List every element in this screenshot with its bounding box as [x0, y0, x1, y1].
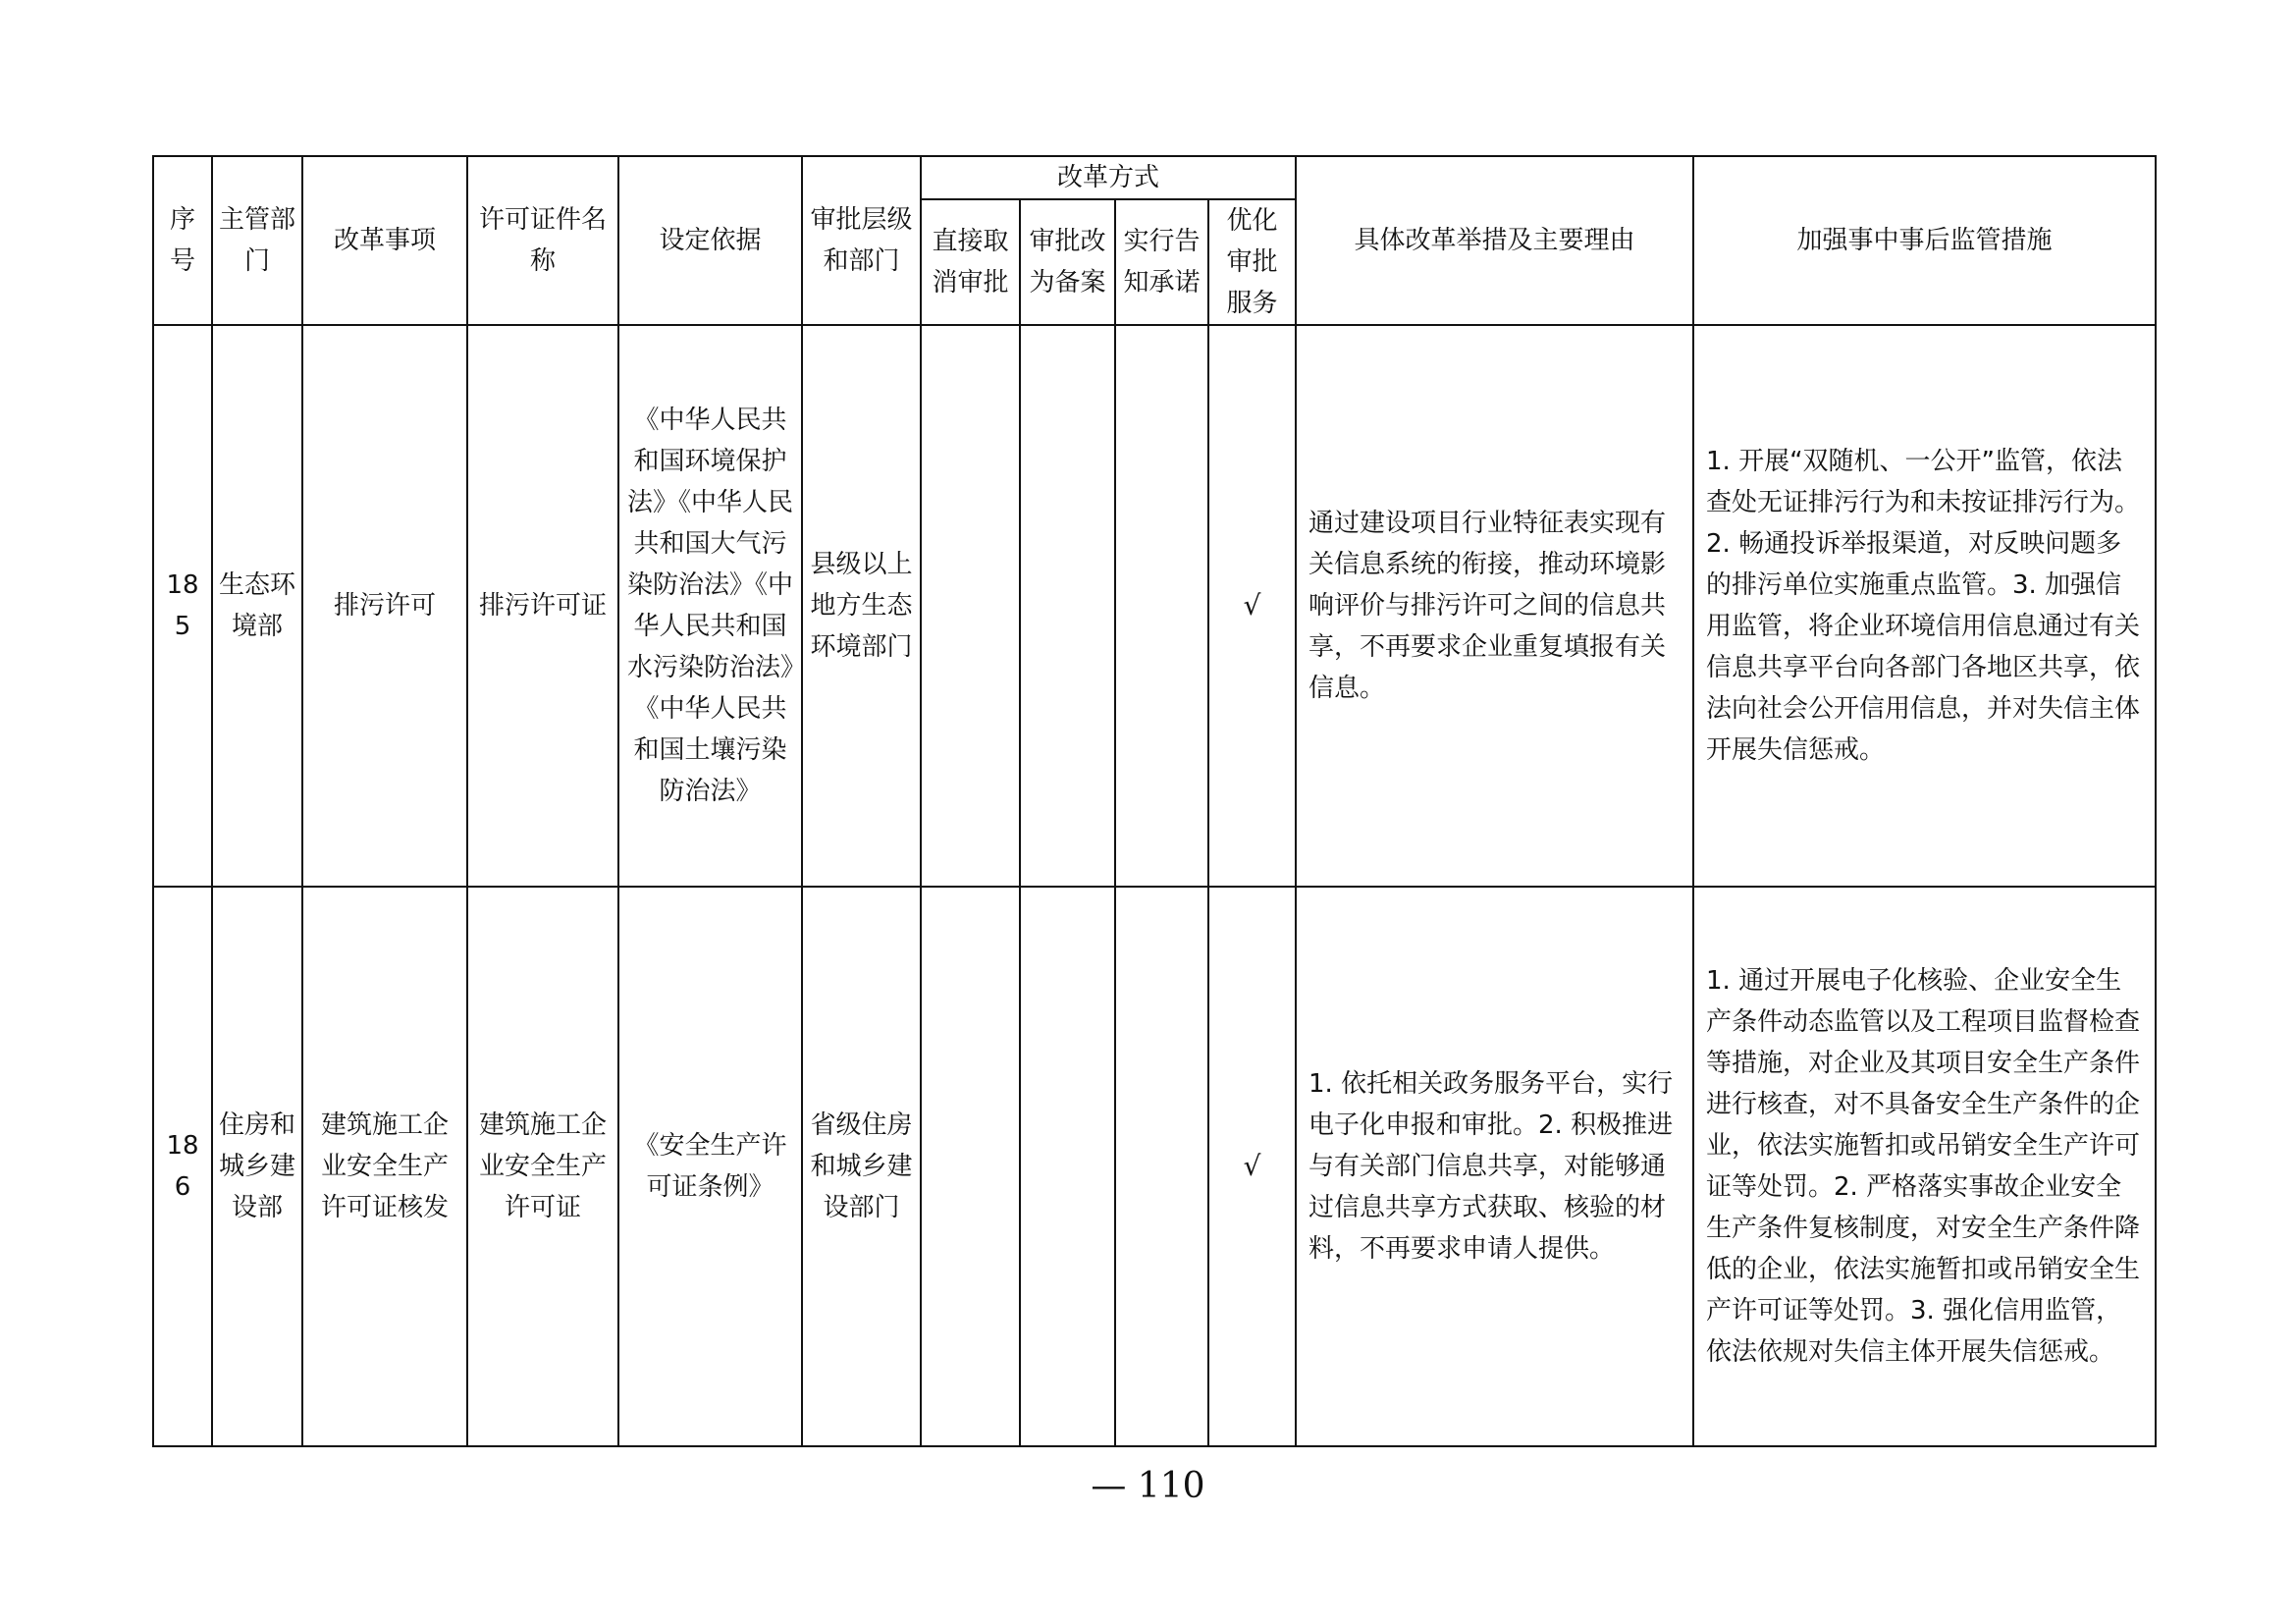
- header-method-notice: 实行告知承诺: [1115, 199, 1208, 325]
- table-row: [153, 887, 2156, 1446]
- cell-method-filing: [1020, 325, 1115, 887]
- header-basis: 设定依据: [618, 156, 802, 325]
- cell-item: 排污许可: [302, 325, 467, 887]
- table-row: [153, 325, 2156, 887]
- header-seq: 序号: [153, 156, 212, 325]
- cell-measures: 1. 依托相关政务服务平台，实行电子化申报和审批。2. 积极推进与有关部门信息共享，对能够通过信息共享方式获取、核验的材料，不再要求申请人提供。: [1296, 887, 1693, 1446]
- cell-method-cancel: [921, 887, 1020, 1446]
- cell-method-notice: [1115, 325, 1208, 887]
- cell-supervision: 1. 通过开展电子化核验、企业安全生产条件动态监管以及工程项目监督检查等措施，对企业及其项目安全生产条件进行核查，对不具备安全生产条件的企业，依法实施暂扣或吊销安全生产许可证等处罚。2. 严格落实事故企业安全生产条件复核制度，对安全生产条件降低的企业，依法实施暂扣或吊销安全生产许可证等处罚。3. 强化信用监管，依法依规对失信主体开展失信惩戒。: [1693, 887, 2156, 1446]
- cell-method-cancel: [921, 325, 1020, 887]
- cell-license: 排污许可证: [467, 325, 618, 887]
- cell-dept: 生态环境部: [212, 325, 302, 887]
- header-license: 许可证件名称: [467, 156, 618, 325]
- cell-basis: 《中华人民共和国环境保护法》《中华人民共和国大气污染防治法》《中华人民共和国水污染防治法》《中华人民共和国土壤污染防治法》: [618, 325, 802, 887]
- header-level: 审批层级和部门: [802, 156, 921, 325]
- cell-seq: 185: [153, 325, 212, 887]
- cell-supervision: 1. 开展“双随机、一公开”监管，依法查处无证排污行为和未按证排污行为。2. 畅通投诉举报渠道，对反映问题多的排污单位实施重点监管。3. 加强信用监管，将企业环境信用信息通过有关信息共享平台向各部门各地区共享，依法向社会公开信用信息，并对失信主体开展失信惩戒。: [1693, 325, 2156, 887]
- cell-level: 省级住房和城乡建设部门: [802, 887, 921, 1446]
- page-number: — 110: [1091, 1466, 1205, 1506]
- header-method-cancel: 直接取消审批: [921, 199, 1020, 325]
- header-method-filing: 审批改为备案: [1020, 199, 1115, 325]
- header-measures: 具体改革举措及主要理由: [1296, 156, 1693, 325]
- cell-license: 建筑施工企业安全生产许可证: [467, 887, 618, 1446]
- header-method-group: 改革方式: [921, 156, 1296, 199]
- header-supervision: 加强事中事后监管措施: [1693, 156, 2156, 325]
- cell-basis: 《安全生产许可证条例》: [618, 887, 802, 1446]
- cell-measures: 通过建设项目行业特征表实现有关信息系统的衔接，推动环境影响评价与排污许可之间的信息共享，不再要求企业重复填报有关信息。: [1296, 325, 1693, 887]
- cell-method-filing: [1020, 887, 1115, 1446]
- reform-table: [152, 155, 2157, 1447]
- header-dept: 主管部门: [212, 156, 302, 325]
- cell-method-optimize-check: √: [1208, 325, 1296, 887]
- cell-item: 建筑施工企业安全生产许可证核发: [302, 887, 467, 1446]
- cell-method-notice: [1115, 887, 1208, 1446]
- cell-method-optimize-check: √: [1208, 887, 1296, 1446]
- cell-dept: 住房和城乡建设部: [212, 887, 302, 1446]
- header-method-optimize: 优化审批服务: [1208, 199, 1296, 325]
- header-item: 改革事项: [302, 156, 467, 325]
- cell-level: 县级以上地方生态环境部门: [802, 325, 921, 887]
- cell-seq: 186: [153, 887, 212, 1446]
